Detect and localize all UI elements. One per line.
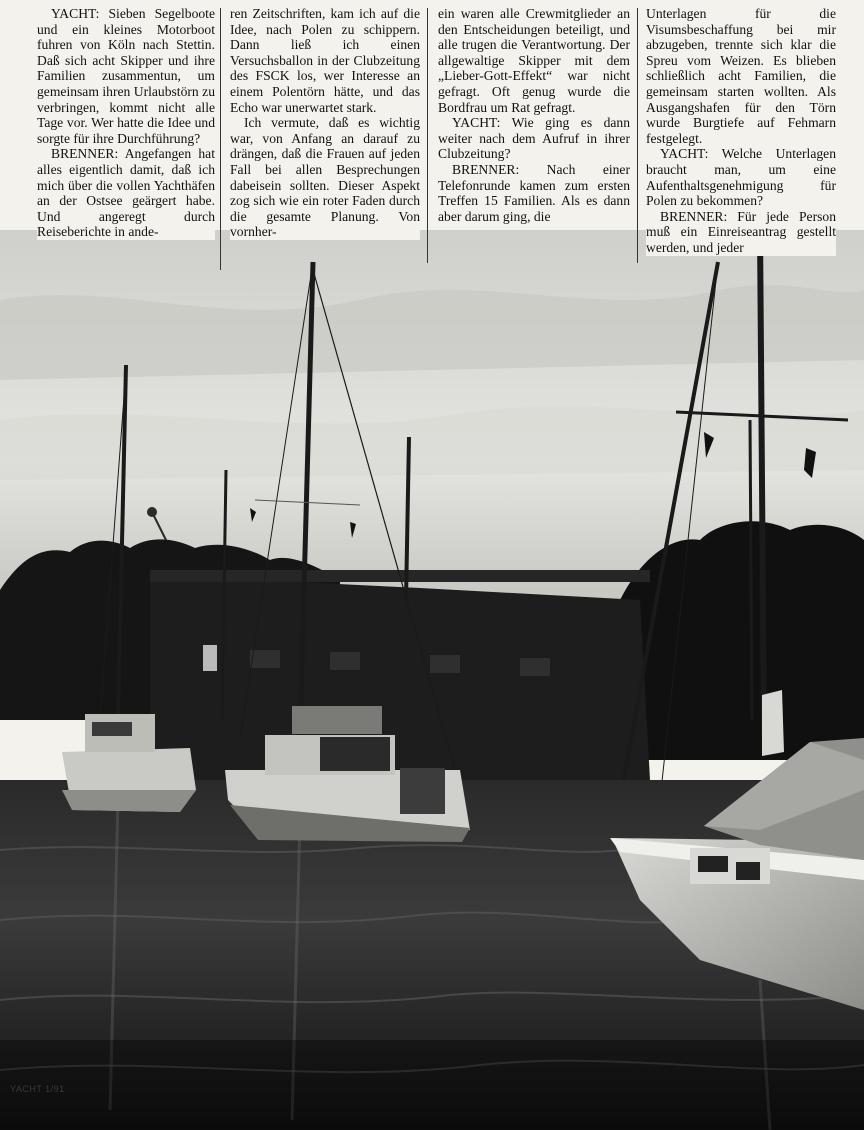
article-paragraph: Unterlagen für die Visumsbeschaffung bei mir abzugeben, trennte sich klar die Spreu vom Weizen. Es blieben schließlich acht Familien, die gemeinsam starten wollten. Als Ausgangshafen für den Törn wurde Burgtiefe auf Fehmarn festgelegt. — [646, 6, 836, 146]
article-paragraph: ren Zeitschriften, kam ich auf die Idee, nach Polen zu schippern. Dann ließ ich einen Versuchsballon in der Clubzeitung des FSCK los, wer Interesse an einem Polentörn hätte, und das Echo war unerwartet stark. — [230, 6, 420, 115]
page-folio: YACHT 1/91 — [10, 1084, 65, 1094]
mast — [750, 420, 752, 720]
mast — [760, 230, 764, 735]
article-paragraph: YACHT: Welche Unterlagen braucht man, um eine Aufenthaltsgenehmigung für Polen zu bekommen? — [646, 146, 836, 209]
article-column-1 — [37, 6, 215, 240]
column-rule — [637, 8, 638, 263]
article-paragraph: BRENNER: Angefangen hat alles eigentlich damit, daß ich mich über die vollen Yachthäfen an der Ostsee geärgert habe. Und angeregt durch Reiseberichte in ande- — [37, 146, 215, 240]
article-paragraph: YACHT: Sieben Segelboote und ein kleines Motorboot fuhren von Köln nach Stettin. Daß sich acht Skipper und ihre Familien zusammentun, um gemeinsam ihren Urlaubstörn zu verbringen, kommt nicht alle Tage vor. Wer hatte die Idee und sorgte für ihre Durchführung? — [37, 6, 215, 146]
column-rule — [427, 8, 428, 263]
column-rule — [220, 8, 221, 270]
article-paragraph: BRENNER: Für jede Person muß ein Einreiseantrag gestellt werden, und jeder — [646, 208, 836, 255]
article-paragraph: YACHT: Wie ging es dann weiter nach dem Aufruf in ihrer Clubzeitung? — [438, 115, 630, 162]
tree-line-right — [620, 521, 864, 760]
article-paragraph: BRENNER: Nach einer Telefonrunde kamen zum ersten Treffen 15 Familien. Als es dann aber darum ging, die — [438, 161, 630, 224]
article-paragraph: Ich vermute, daß es wichtig war, von Anfang an darauf zu drängen, daß die Frauen auf jeden Fall bei allen Besprechungen dabeisein sollten. Dieser Aspekt zog sich wie ein roter Faden durch die gesamte Planung. Von vornher- — [230, 115, 420, 240]
article-column-3 — [438, 6, 630, 224]
article-column-2 — [230, 6, 420, 240]
article-column-4 — [646, 6, 836, 256]
article-paragraph: ein waren alle Crewmitglieder an den Entscheidungen beteiligt, und alle trugen die Verantwortung. Der allgewaltige Skipper mit dem „Lieber-Gott-Effekt“ war nicht gefragt. Oft genug wurde die Bordfrau um Rat gefragt. — [438, 6, 630, 115]
